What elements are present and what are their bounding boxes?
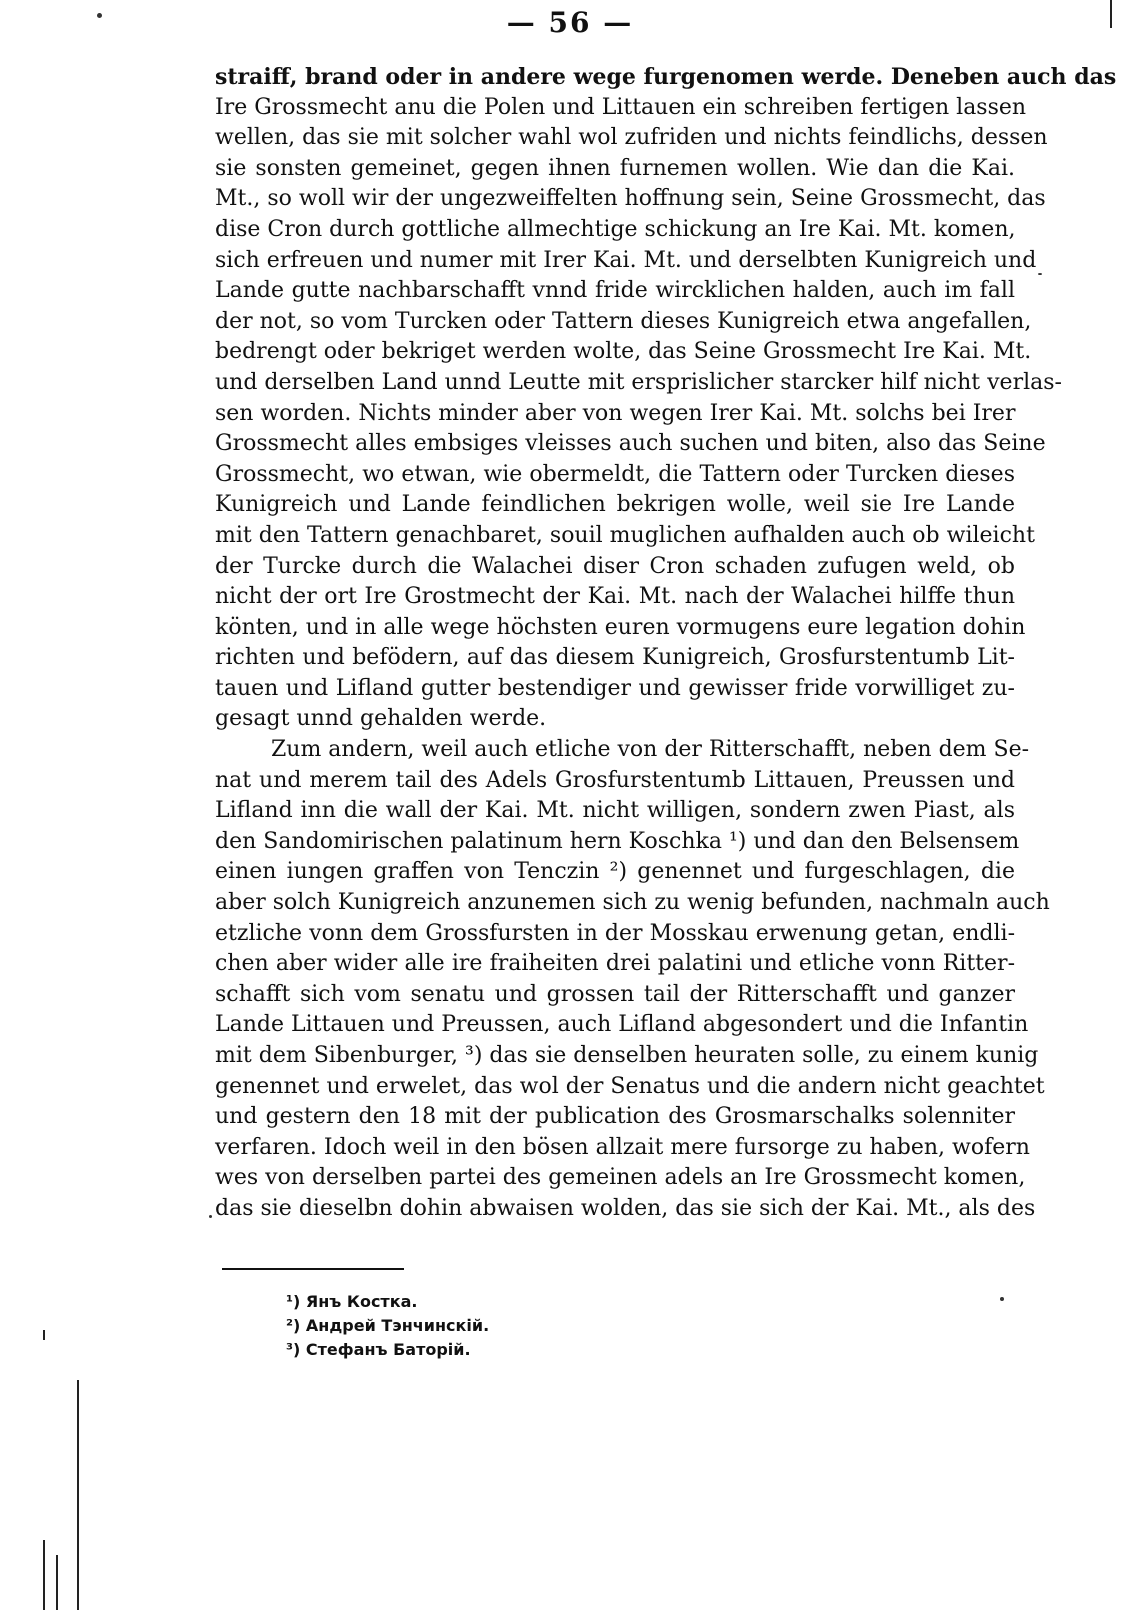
text-line: wellen, das sie mit solcher wahl wol zufriden und nichts feindlichs, dessen [215, 125, 1048, 151]
text-line: Mt., so woll wir der ungezweiffelten hoffnung sein, Seine Grossmecht, das [215, 186, 1046, 212]
text-line: Grossmecht alles embsiges vleisses auch suchen und biten, also das Seine [215, 431, 1046, 457]
binding-edge-mark [77, 1380, 79, 1610]
footnote-mark: ³) [286, 1340, 301, 1359]
text-line: Grossmecht, wo etwan, wie obermeldt, die Tattern oder Turcken dieses [215, 461, 1015, 487]
paragraph-1 [215, 62, 1117, 735]
footnote-mark: ²) [286, 1316, 301, 1335]
text-line: nat und merem tail des Adels Grosfurstentumb Littauen, Preussen und [215, 767, 1015, 793]
text-line: den Sandomirischen palatinum hern Koschka ¹) und dan den Belsensem [215, 828, 1020, 854]
text-line: bedrengt oder bekriget werden wolte, das Seine Grossmecht Ire Kai. Mt. [215, 339, 1032, 365]
footnote-text: Стефанъ Баторій. [305, 1340, 471, 1359]
text-line: das sie dieselbn dohin abwaisen wolden, das sie sich der Kai. Mt., als des [215, 1195, 1036, 1221]
text-line: nicht der ort Ire Grostmecht der Kai. Mt. nach der Walachei hilffe thun [215, 584, 1015, 610]
text-line: wes von derselben partei des gemeinen adels an Ire Grossmecht komen, [215, 1165, 1026, 1191]
text-line: Lande gutte nachbarschafft vnnd fride wircklichen halden, auch im fall [215, 278, 1015, 304]
text-line: aber solch Kunigreich anzunemen sich zu wenig befunden, nachmaln auch [215, 890, 1050, 916]
text-line: mit dem Sibenburger, ³) das sie denselben heuraten solle, zu einem kunig [215, 1043, 1039, 1068]
binding-edge-mark [56, 1555, 58, 1610]
text-line: sen worden. Nichts minder aber von wegen Irer Kai. Mt. solchs bei Irer [215, 400, 1016, 426]
text-line: chen aber wider alle ire fraiheiten drei palatini und etliche vonn Ritter- [215, 951, 1015, 977]
footnote-divider [222, 1268, 404, 1270]
text-line: dise Cron durch gottliche allmechtige schickung an Ire Kai. Mt. komen, [215, 216, 1016, 242]
scan-speck [1000, 1297, 1004, 1301]
footnote-1 [286, 1290, 489, 1314]
text-line: Ire Grossmecht anu die Polen und Littauen ein schreiben fertigen lassen [215, 94, 1027, 120]
text-line: verfaren. Idoch weil in den bösen allzait mere fursorge zu haben, wofern [215, 1134, 1030, 1160]
scan-speck [209, 1215, 212, 1218]
text-line: schafft sich vom senatu und grossen tail der Ritterschafft und ganzer [215, 981, 1015, 1007]
scan-speck [97, 13, 102, 18]
text-line: der not, so vom Turcken oder Tattern dieses Kunigreich etwa angefallen, [215, 308, 1032, 334]
binding-edge-mark [43, 1330, 45, 1340]
text-line: tauen und Lifland gutter bestendiger und gewisser fride vorwilliget zu- [215, 675, 1015, 701]
page-number: — 56 — [506, 6, 634, 39]
footnote-text: Андрей Тэнчинскій. [305, 1316, 490, 1335]
text-line: mit den Tattern genachbaret, souil muglichen aufhalden auch ob wileicht [215, 522, 1035, 548]
text-line: straiff, brand oder in andere wege furgenomen werde. Deneben auch das [215, 64, 1117, 90]
text-line: Kunigreich und Lande feindlichen bekrigen wolle, weil sie Ire Lande [215, 492, 1015, 518]
text-line: und derselben Land unnd Leutte mit ersprislicher starcker hilf nicht verlas- [215, 369, 1062, 395]
text-line: könten, und in alle wege höchsten euren vormugens eure legation dohin [215, 614, 1026, 640]
text-line: und gestern den 18 mit der publication des Grosmarschalks solenniter [215, 1104, 1015, 1130]
footnote-3 [286, 1338, 489, 1362]
footnote-text: Янъ Костка. [305, 1292, 418, 1311]
footnote-mark: ¹) [286, 1292, 301, 1311]
text-line: sie sonsten gemeinet, gegen ihnen furnemen wollen. Wie dan die Kai. [215, 155, 1015, 181]
text-line: richten und befödern, auf das diesem Kunigreich, Grosfurstentumb Lit- [215, 645, 1015, 671]
text-line: Lande Littauen und Preussen, auch Lifland abgesondert und die Infantin [215, 1012, 1029, 1038]
footnotes [286, 1290, 489, 1362]
footnote-2 [286, 1314, 489, 1338]
paragraph-2 [215, 735, 1050, 1225]
text-line: Zum andern, weil auch etliche von der Ritterschafft, neben dem Se- [271, 737, 1030, 763]
binding-edge-mark [43, 1540, 45, 1610]
text-line: gesagt unnd gehalden werde. [215, 706, 547, 732]
text-line: etzliche vonn dem Grossfursten in der Mosskau erwenung getan, endli- [215, 920, 1015, 946]
text-line: der Turcke durch die Walachei diser Cron schaden zufugen weld, ob [215, 553, 1015, 579]
text-line: genennet und erwelet, das wol der Senatus und die andern nicht geachtet [215, 1073, 1045, 1099]
main-text [215, 62, 1117, 1225]
text-line: einen iungen graffen von Tenczin ²) genennet und furgeschlagen, die [215, 859, 1015, 885]
text-line: Lifland inn die wall der Kai. Mt. nicht willigen, sondern zwen Piast, als [215, 798, 1015, 824]
binding-edge-mark [1110, 0, 1112, 28]
scan-speck [1038, 273, 1042, 275]
text-line: sich erfreuen und numer mit Irer Kai. Mt. und derselbten Kunigreich und [215, 247, 1037, 273]
